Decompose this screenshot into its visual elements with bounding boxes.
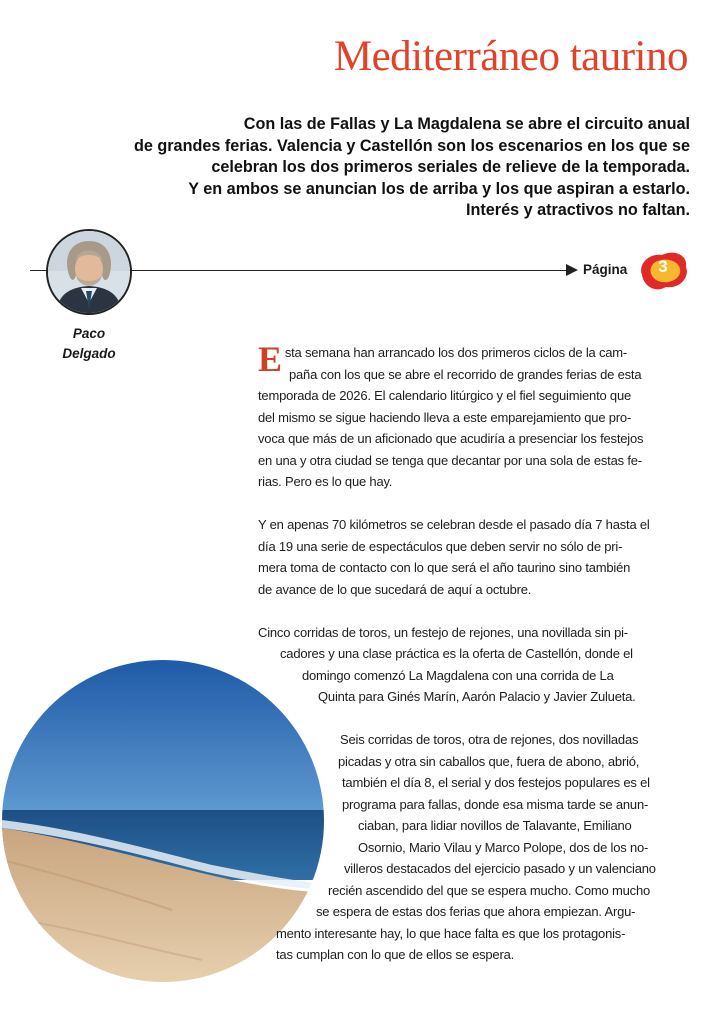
author-first-name: Paco [72,326,106,341]
text-line: picadas y otra sin caballos que, fuera de abono, abrió, [338,753,640,769]
text-line: Quinta para Ginés Marín, Aarón Palacio y Javier Zulueta. [318,689,636,704]
text-line: Cinco corridas de toros, un festejo de rejones, una novillada sin pi- [258,624,628,640]
text-line: cadores y una clase práctica es la oferta de Castellón, donde el [280,646,633,661]
paragraph-3 [258,622,690,708]
text-line: mera toma de contacto con lo que será el año taurino sino también [258,560,631,575]
paragraph-2 [258,514,690,600]
text-line: sta semana han arrancado los dos primeros ciclos de la cam- [284,345,628,360]
text-line: se espera de estas dos ferias que ahora empiezan. Argu- [316,904,636,919]
text-line: en una y otra ciudad se tenga que decantar por una sola de estas fe- [258,452,642,468]
page-reference-label: Página [583,262,628,277]
article-title: Mediterráneo taurino [333,33,688,80]
author-photo [46,229,132,315]
drop-cap: E [258,339,282,379]
lead-line: Y en ambos se anuncian los de arriba y los que aspiran a estarlo. [188,179,690,198]
lead-line: de grandes ferias. Valencia y Castellón son los escenarios en los que se [133,136,690,155]
text-line: Osornio, Mario Vilau y Marco Polope, dos de los no- [358,839,649,855]
text-line: voca que más de un aficionado que acudiría a presenciar los festejos [258,431,644,446]
text-line: recién ascendido del que se espera mucho. Como mucho [328,882,651,898]
text-line: día 19 una serie de espectáculos que deben servir no sólo de pri- [258,538,623,554]
lead-line: Interés y atractivos no faltan. [465,201,690,219]
lead-line: celebran los dos primeros seriales de relieve de la temporada. [211,158,690,176]
text-line: rias. Pero es lo que hay. [258,474,393,489]
text-line: villeros destacados del ejercicio pasado y un valenciano [344,861,656,876]
text-line: del mismo se sigue haciendo lleva a este emparejamiento que pro- [258,409,632,425]
page-number: 3 [658,257,668,276]
text-line: paña con los que se abre el recorrido de grandes ferias de esta [289,366,642,382]
author-byline [54,324,124,364]
text-line: tas cumplan con lo que de ellos se espera. [276,947,515,962]
text-line: Seis corridas de toros, otra de rejones, dos novilladas [340,732,639,747]
text-line: de avance de lo que sucedará de aquí a octubre. [258,581,532,597]
text-line: Y en apenas 70 kilómetros se celebran desde el pasado día 7 hasta el [258,517,650,532]
paragraph-4 [258,729,690,966]
text-line: programa para fallas, donde esa misma tarde se anun- [342,796,649,812]
article-body [258,339,690,966]
text-line: ciaban, para lidiar novillos de Talavante, Emiliano [358,818,632,833]
article-lead [90,114,690,222]
text-line: también el día 8, el serial y dos festejos populares es el [342,775,650,790]
arrow-icon [566,264,578,276]
paragraph-1 [258,339,690,493]
text-line: temporada de 2026. El calendario litúrgico y el fiel seguimiento que [258,388,632,403]
text-line: domingo comenzó La Magdalena con una corrida de La [302,667,614,683]
text-line: mento interesante hay, lo que hace falta es que los protagonis- [276,925,626,941]
lead-line: Con las de Fallas y La Magdalena se abre el circuito anual [243,115,690,133]
author-last-name: Delgado [62,346,116,361]
